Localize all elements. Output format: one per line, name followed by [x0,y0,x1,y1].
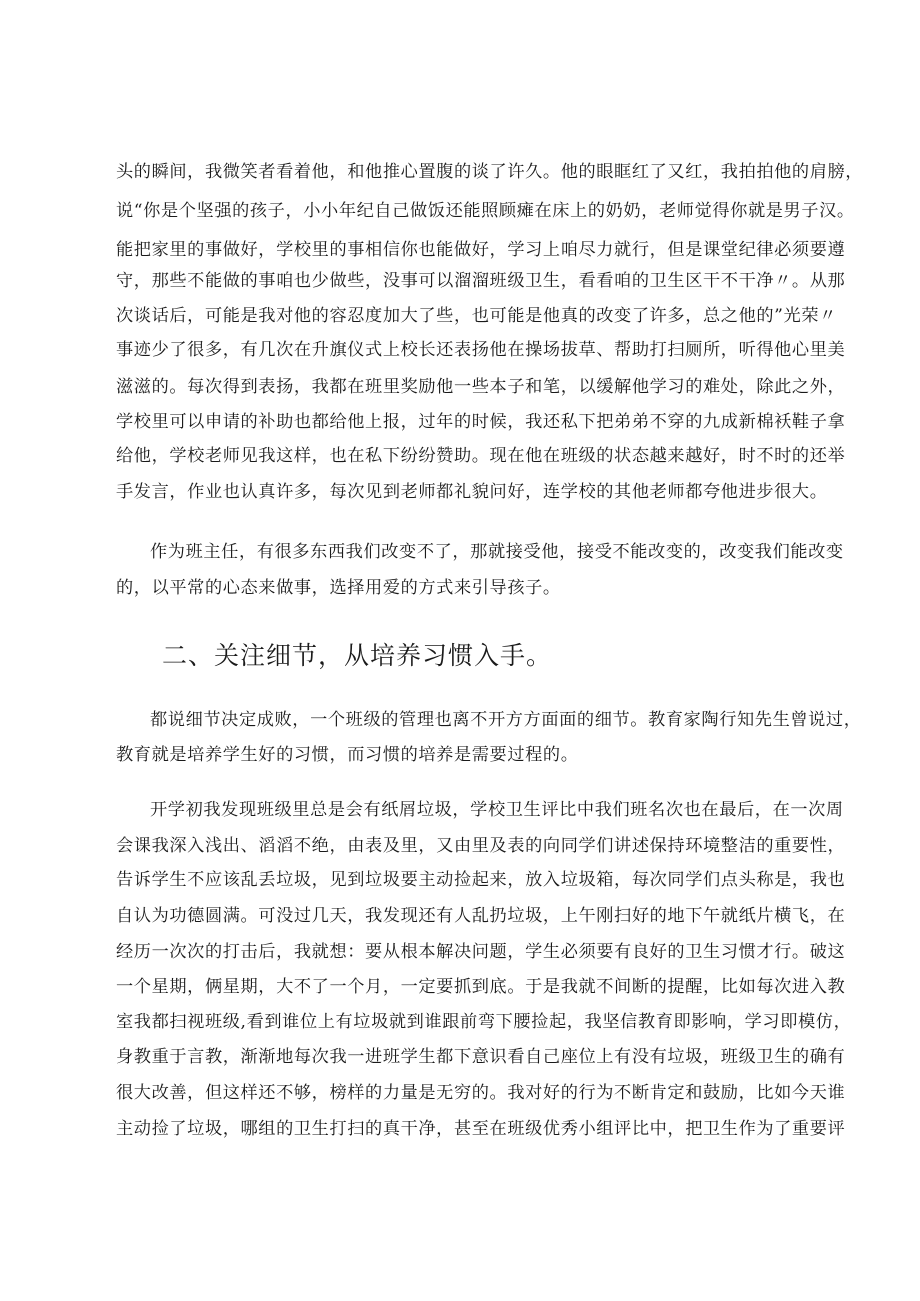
text-line: 身教重于言教，渐渐地每次我一进班学生都下意识看自己座位上有没有垃圾，班级卫生的确有 [116,1047,846,1067]
text-line: 很大改善，但这样还不够，榜样的力量是无穷的。我对好的行为不断肯定和鼓励，比如今天谁 [116,1083,846,1103]
text-line: 次谈话后，可能是我对他的容忍度加大了些，也可能是他真的改变了许多，总之他的”光荣〃 [116,306,837,326]
text-line: 的，以平常的心态来做事，选择用爱的方式来引导孩子。 [116,578,561,598]
text-line: 手发言，作业也认真许多，每次见到老师都礼貌问好，连学校的其他老师都夸他进步很大。 [116,482,828,502]
text-line: 主动捡了垃圾，哪组的卫生打扫的真干净，甚至在班级优秀小组评比中，把卫生作为了重要评 [116,1119,846,1139]
text-line: 能把家里的事做好，学校里的事相信你也能做好，学习上咱尽力就行，但是课堂纪律必须要遵 [116,240,846,260]
text-line: 都说细节决定成败，一个班级的管理也离不开方方面面的细节。教育家陶行知先生曾说过， [150,710,862,730]
text-line: 会课我深入浅出、滔滔不绝，由表及里，又由里及表的向同学们讲述保持环境整洁的重要性， [116,836,846,856]
text-line: 学校里可以申请的补助也都给他上报，过年的时候，我还私下把弟弟不穿的九成新棉袄鞋子拿 [116,412,846,432]
text-line: 教育就是培养学生好的习惯，而习惯的培养是需要过程的。 [116,745,579,765]
text-line: 室我都扫视班级,看到谁位上有垃圾就到谁跟前弯下腰捡起，我坚信教育即影响，学习即模仿， [116,1012,852,1032]
text-line: 自认为功德圆满。可没过几天，我发现还有人乱扔垃圾，上午刚扫好的地下午就纸片横飞，在 [116,906,846,926]
text-line: 给他，学校老师见我这样，也在私下纷纷赞助。现在他在班级的状态越来越好，时不时的还举 [116,446,846,466]
text-line: 事迹少了很多，有几次在升旗仪式上校长还表扬他在操场拔草、帮助打扫厕所，听得他心里美 [116,340,846,360]
text-line: 滋滋的。每次得到表扬，我都在班里奖励他一些本子和笔，以缓解他学习的难处，除此之外， [116,377,846,397]
text-line: 经历一次次的打击后，我就想：要从根本解决问题，学生必须要有良好的卫生习惯才行。破这 [116,942,846,962]
text-line: 开学初我发现班级里总是会有纸屑垃圾，学校卫生评比中我们班名次也在最后，在一次周 [150,800,844,820]
text-line: 告诉学生不应该乱丢垃圾，见到垃圾要主动捡起来，放入垃圾箱，每次同学们点头称是，我也 [116,870,846,890]
text-line: 作为班主任，有很多东西我们改变不了，那就接受他，接受不能改变的，改变我们能改变 [150,542,844,562]
text-line: 说“你是个坚强的孩子，小小年纪自己做饭还能照顾瘫在床上的奶奶，老师觉得你就是男子汉。 [116,201,855,221]
text-line: 守，那些不能做的事咱也少做些，没事可以溜溜班级卫生，看看咱的卫生区干不干净〃。从那 [116,271,846,291]
text-line: 一个星期，俩星期，大不了一个月，一定要抓到底。于是我就不间断的提醒，比如每次进入教 [116,977,846,997]
text-line: 头的瞬间，我微笑者看着他，和他推心置腹的谈了许久。他的眼眶红了又红，我拍拍他的肩膀， [116,162,864,182]
section-heading: 二、关注细节，从培养习惯入手。 [162,641,553,670]
